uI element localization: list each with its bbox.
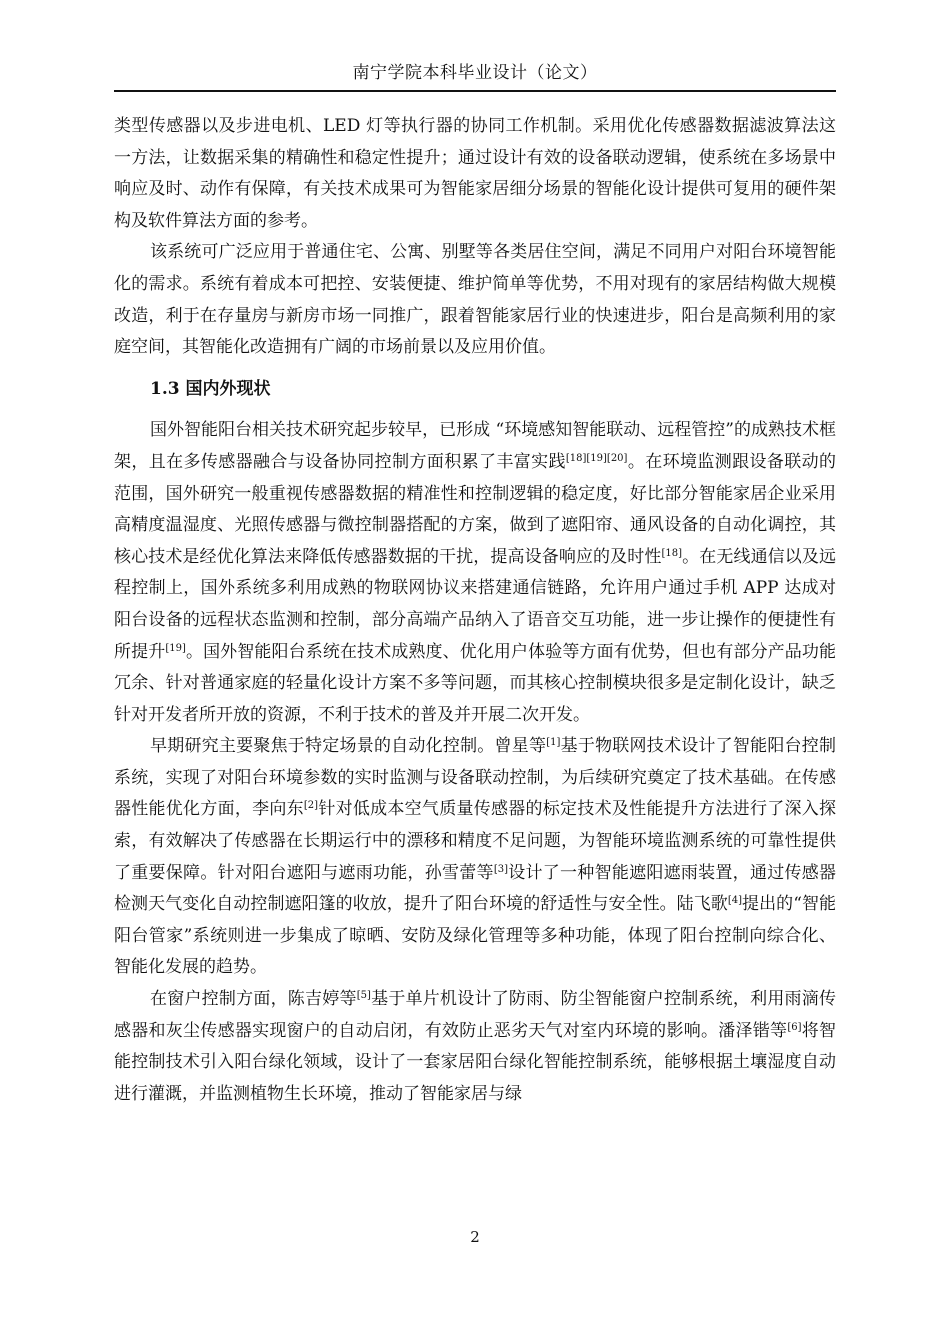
paragraph-foreign-research bbox=[114, 415, 836, 731]
citation-ref: [3] bbox=[493, 863, 508, 875]
citation-ref: [18] bbox=[661, 547, 683, 559]
paragraph-early-research bbox=[114, 731, 836, 984]
header-rule bbox=[114, 90, 836, 92]
text-run: 国外智能阳台相关技术研究起步较早，已形成 “环境感知智能联动、远程管控”的成熟技术框架，且在多传感器融合与设备协同控制方面积累了丰富实践 bbox=[114, 420, 836, 472]
running-header: 南宁学院本科毕业设计（论文） bbox=[352, 63, 598, 83]
text-run: 设计了一种智能遮阳遮雨装置，通过传感器检测天气变化自动控制遮阳篷的收放，提升了阳台环境的舒适性与安全性。陆飞歌 bbox=[114, 862, 837, 915]
paragraph-application: 该系统可广泛应用于普通住宅、公寓、别墅等各类居住空间，满足不同用户对阳台环境智能化的需求。系统有着成本可把控、安装便捷、维护简单等优势，不用对现有的家居结构做大规模改造，利于在存量房与新房市场一同推广，跟着智能家居行业的快速进步，阳台是高频利用的家庭空间，其智能化改造拥有广阔的市场前景以及应用价值。 bbox=[114, 242, 836, 358]
text-run: 。在无线通信以及远程控制上，国外系统多利用成熟的物联网协议来搭建通信链路，允许用户通过手机 APP 达成对阳台设备的远程状态监测和控制，部分高端产品纳入了语音交互功能，进一步让操作的便捷性有所提升 bbox=[114, 546, 837, 662]
citation-ref: [4] bbox=[727, 895, 742, 907]
text-run: 在窗户控制方面，陈吉婷等 bbox=[150, 989, 357, 1010]
text-run: 。在环境监测跟设备联动的范围，国外研究一般重视传感器数据的精准性和控制逻辑的稳定度，好比部分智能家居企业采用高精度温湿度、光照传感器与微控制器搭配的方案，做到了遮阳帘、通风设备的自动化调控，其核心技术是经优化算法来降低传感器数据的干扰，提高设备响应的及时性 bbox=[114, 451, 837, 567]
body-text bbox=[114, 111, 836, 1110]
citation-ref: [5] bbox=[356, 990, 371, 1002]
text-run: 针对低成本空气质量传感器的标定技术及性能提升方法进行了深入探索，有效解决了传感器在长期运行中的漂移和精度不足问题，为智能环境监测系统的可靠性提供了重要保障。针对阳台遮阳与遮雨功能，孙雪蕾等 bbox=[114, 799, 836, 883]
text-run: 早期研究主要聚焦于特定场景的自动化控制。曾星等 bbox=[150, 736, 547, 757]
text-run: 基于单片机设计了防雨、防尘智能窗户控制系统，利用雨滴传感器和灰尘传感器实现窗户的自动启闭，有效防止恶劣天气对室内环境的影响。潘泽锴等 bbox=[114, 989, 837, 1041]
citation-ref: [6] bbox=[787, 1021, 802, 1033]
citation-ref: [19] bbox=[165, 642, 186, 654]
citation-ref: [1] bbox=[546, 737, 561, 749]
text-run: 基于物联网技术设计了智能阳台控制系统，实现了对阳台环境参数的实时监测与设备联动控制，为后续研究奠定了技术基础。在传感器性能优化方面，李向东 bbox=[114, 736, 837, 820]
paragraph-continuation: 类型传感器以及步进电机、LED 灯等执行器的协同工作机制。采用优化传感器数据滤波算法这一方法，让数据采集的精确性和稳定性提升；通过设计有效的设备联动逻辑，使系统在多场景中响应及时、动作有保障，有关技术成果可为智能家居细分场景的智能化设计提供可复用的硬件架构及软件算法方面的参考。 bbox=[114, 116, 836, 231]
page-number: 2 bbox=[470, 1228, 480, 1246]
text-run: 。国外智能阳台系统在技术成熟度、优化用户体验等方面有优势，但也有部分产品功能冗余、针对普通家庭的轻量化设计方案不多等问题，而其核心控制模块很多是定制化设计，缺乏针对开发者所开放的资源，不利于技术的普及并开展二次开发。 bbox=[114, 641, 836, 725]
paragraph-window-control bbox=[114, 984, 836, 1110]
text-run: 将智能控制技术引入阳台绿化领域，设计了一套家居阳台绿化智能控制系统，能够根据土壤湿度自动进行灌溉，并监测植物生长环境，推动了智能家居与绿 bbox=[114, 1020, 837, 1104]
section-heading: 1.3 国内外现状 bbox=[150, 378, 271, 399]
text-run: 提出的“智能阳台管家”系统则进一步集成了晾晒、安防及绿化管理等多种功能，体现了阳台控制向综合化、智能化发展的趋势。 bbox=[114, 894, 836, 978]
citation-ref: [2] bbox=[303, 800, 319, 812]
citation-ref: [18][19][20] bbox=[565, 452, 628, 464]
